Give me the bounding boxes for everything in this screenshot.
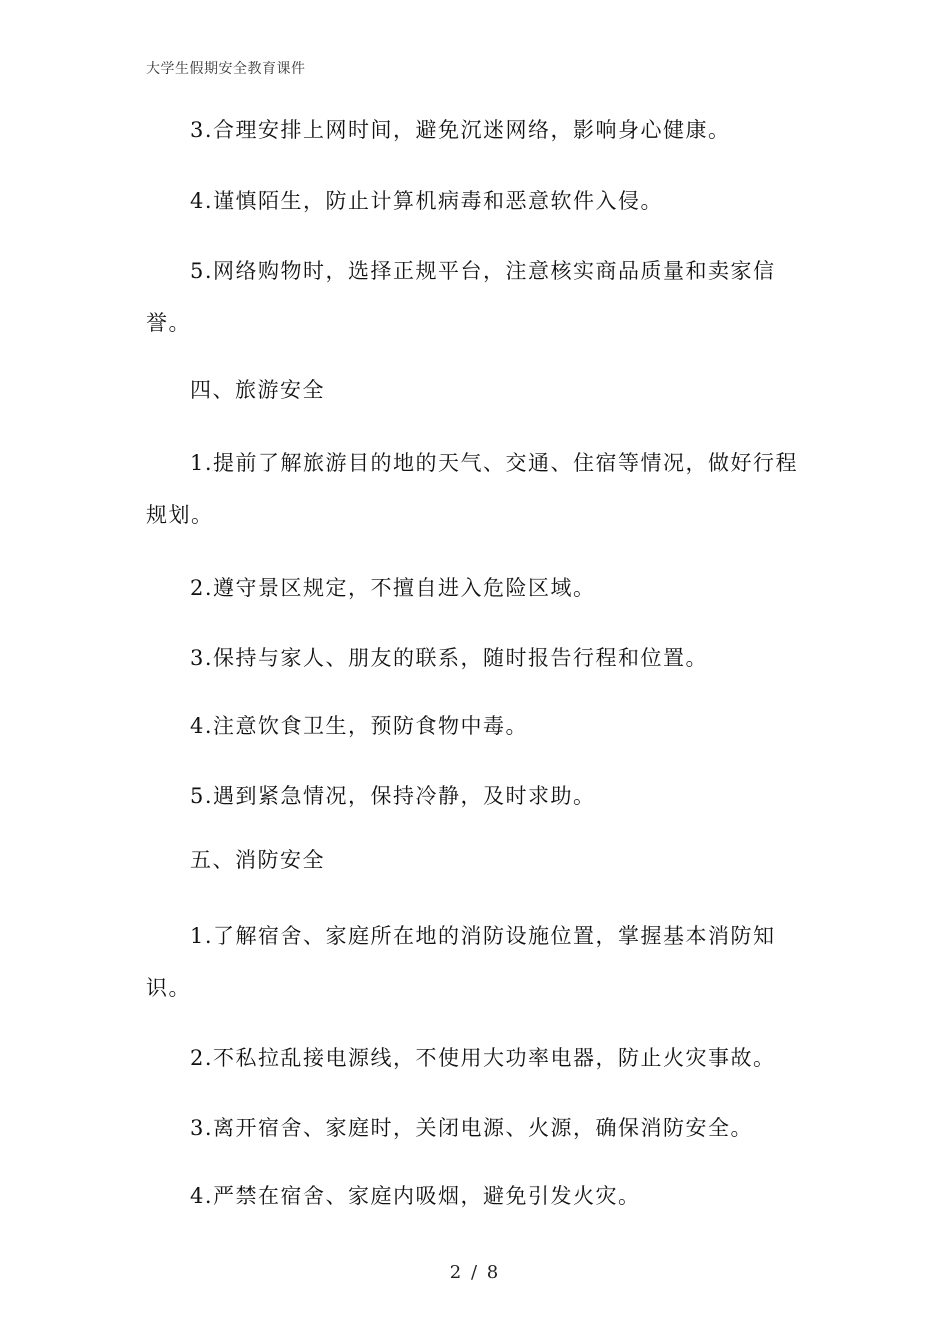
paragraph-emergency: 5.遇到紧急情况，保持冷静，及时求助。 bbox=[190, 784, 596, 808]
paragraph-leave-shutdown: 3.离开宿舍、家庭时，关闭电源、火源，确保消防安全。 bbox=[190, 1116, 754, 1140]
paragraph-scenic-rules: 2.遵守景区规定，不擅自进入危险区域。 bbox=[190, 576, 596, 600]
page-number: 2 / 8 bbox=[449, 1262, 501, 1283]
paragraph-food-hygiene: 4.注意饮食卫生，预防食物中毒。 bbox=[190, 714, 529, 738]
paragraph-no-smoking: 4.严禁在宿舍、家庭内吸烟，避免引发火灾。 bbox=[190, 1184, 641, 1208]
paragraph-keep-contact: 3.保持与家人、朋友的联系，随时报告行程和位置。 bbox=[190, 646, 709, 670]
paragraph-virus-prevention: 4.谨慎陌生，防止计算机病毒和恶意软件入侵。 bbox=[190, 189, 664, 213]
section-heading-fire-safety: 五、消防安全 bbox=[190, 848, 325, 872]
section-heading-travel-safety: 四、旅游安全 bbox=[190, 378, 325, 402]
paragraph-travel-planning: 1.提前了解旅游目的地的天气、交通、住宿等情况，做好行程规划。 bbox=[146, 451, 799, 527]
paragraph-online-shopping: 5.网络购物时，选择正规平台，注意核实商品质量和卖家信誉。 bbox=[146, 259, 776, 335]
paragraph-network-time: 3.合理安排上网时间，避免沉迷网络，影响身心健康。 bbox=[190, 118, 731, 142]
document-header: 大学生假期安全教育课件 bbox=[146, 61, 306, 77]
paragraph-electrical-safety: 2.不私拉乱接电源线，不使用大功率电器，防止火灾事故。 bbox=[190, 1046, 776, 1070]
paragraph-fire-facilities: 1.了解宿舍、家庭所在地的消防设施位置，掌握基本消防知识。 bbox=[146, 924, 776, 1000]
